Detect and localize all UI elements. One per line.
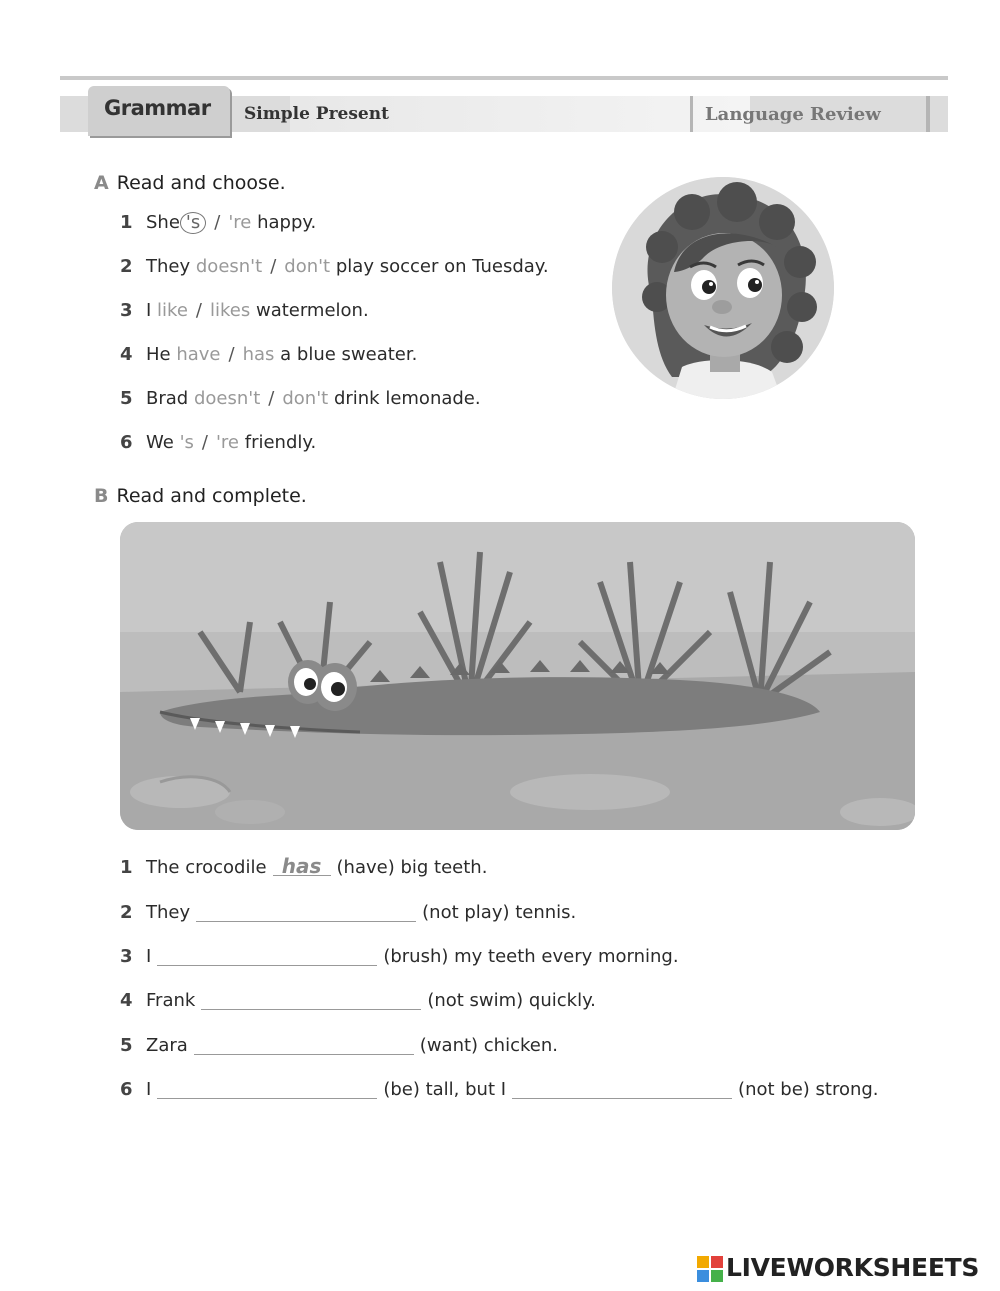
item-post: friendly. — [244, 432, 317, 453]
option-separator: / — [270, 256, 277, 277]
option-1[interactable]: doesn't — [193, 388, 261, 409]
section-b-item-6 — [120, 1078, 879, 1100]
grammar-tab-label: Grammar — [104, 96, 211, 120]
answer-field-2[interactable] — [512, 1078, 732, 1099]
item-post: (want) chicken. — [419, 1035, 558, 1056]
grammar-tab — [88, 86, 230, 136]
item-pre: The crocodile — [146, 857, 267, 878]
item-post: (not play) tennis. — [422, 902, 577, 923]
option-1-selected[interactable]: 's — [180, 212, 206, 234]
item-number: 2 — [120, 902, 133, 923]
liveworksheets-logo-icon — [697, 1256, 723, 1282]
item-number: 6 — [120, 1079, 133, 1100]
section-b-item-4 — [120, 989, 596, 1011]
item-pre: I — [146, 1079, 152, 1100]
girl-portrait-illustration — [612, 177, 834, 399]
option-1[interactable]: like — [157, 300, 188, 321]
header-bar — [60, 96, 948, 132]
section-b-item-1 — [120, 854, 488, 878]
item-post: drink lemonade. — [333, 388, 481, 409]
answer-field[interactable]: has — [273, 857, 331, 876]
section-b-title — [94, 485, 307, 507]
option-2[interactable]: 're — [228, 212, 252, 233]
crocodile-scene-illustration — [120, 522, 915, 830]
option-2[interactable]: don't — [282, 388, 329, 409]
item-post: watermelon. — [255, 300, 369, 321]
language-review-label: Language Review — [705, 104, 881, 125]
item-pre: Brad — [146, 388, 189, 409]
section-a-item-2 — [120, 256, 549, 277]
crocodile-scene-svg — [120, 522, 915, 830]
option-1[interactable]: doesn't — [195, 256, 263, 277]
option-2[interactable]: don't — [284, 256, 331, 277]
item-post: (brush) my teeth every morning. — [383, 946, 679, 967]
item-number: 4 — [120, 344, 133, 365]
girl-portrait-svg — [612, 177, 834, 399]
option-1[interactable]: 's — [179, 432, 194, 453]
option-2[interactable]: likes — [209, 300, 251, 321]
section-b-item-2 — [120, 901, 576, 923]
item-number: 2 — [120, 256, 133, 277]
item-number: 5 — [120, 1035, 133, 1056]
section-a-item-1 — [120, 212, 316, 234]
option-separator: / — [228, 344, 235, 365]
answer-field[interactable] — [201, 989, 421, 1010]
section-a-title — [94, 172, 286, 194]
item-number: 1 — [120, 212, 133, 233]
answer-field-1[interactable] — [157, 1078, 377, 1099]
section-a-item-5 — [120, 388, 481, 409]
item-post: (have) big teeth. — [336, 857, 488, 878]
section-a-letter: A — [94, 172, 109, 194]
item-pre: They — [146, 902, 191, 923]
option-2[interactable]: has — [242, 344, 275, 365]
answer-field[interactable] — [157, 945, 377, 966]
option-separator: / — [268, 388, 275, 409]
section-a-item-4 — [120, 344, 417, 365]
option-1[interactable]: have — [176, 344, 221, 365]
answer-field[interactable] — [194, 1034, 414, 1055]
item-pre: I — [146, 300, 152, 321]
option-separator: / — [201, 432, 208, 453]
option-2[interactable]: 're — [215, 432, 239, 453]
option-separator: / — [214, 212, 221, 233]
section-b-instruction: Read and complete. — [116, 485, 307, 507]
item-number: 3 — [120, 946, 133, 967]
item-number: 1 — [120, 857, 133, 878]
header-end-divider — [926, 96, 930, 132]
item-post: happy. — [257, 212, 317, 233]
item-pre: She — [146, 212, 180, 233]
section-b-item-5 — [120, 1034, 558, 1056]
item-pre: Zara — [146, 1035, 188, 1056]
top-rule — [60, 76, 948, 80]
section-a-item-3 — [120, 300, 369, 321]
item-pre: He — [146, 344, 171, 365]
answer-field[interactable] — [196, 901, 416, 922]
item-number: 4 — [120, 990, 133, 1011]
item-post: a blue sweater. — [280, 344, 418, 365]
item-number: 5 — [120, 388, 133, 409]
item-post: (not swim) quickly. — [427, 990, 596, 1011]
item-pre: I — [146, 946, 152, 967]
item-pre: They — [146, 256, 191, 277]
item-post: play soccer on Tuesday. — [335, 256, 549, 277]
section-a-instruction: Read and choose. — [116, 172, 286, 194]
section-a-item-6 — [120, 432, 316, 453]
section-b-letter: B — [94, 485, 109, 507]
item-post: (not be) strong. — [738, 1079, 879, 1100]
option-separator: / — [195, 300, 202, 321]
item-pre: Frank — [146, 990, 196, 1011]
header-divider — [690, 96, 693, 132]
section-b-item-3 — [120, 945, 679, 967]
item-number: 3 — [120, 300, 133, 321]
lesson-subtitle: Simple Present — [244, 104, 389, 124]
item-number: 6 — [120, 432, 133, 453]
item-mid: (be) tall, but I — [383, 1079, 507, 1100]
item-pre: We — [146, 432, 174, 453]
liveworksheets-logo-text: LIVEWORKSHEETS — [726, 1253, 980, 1282]
